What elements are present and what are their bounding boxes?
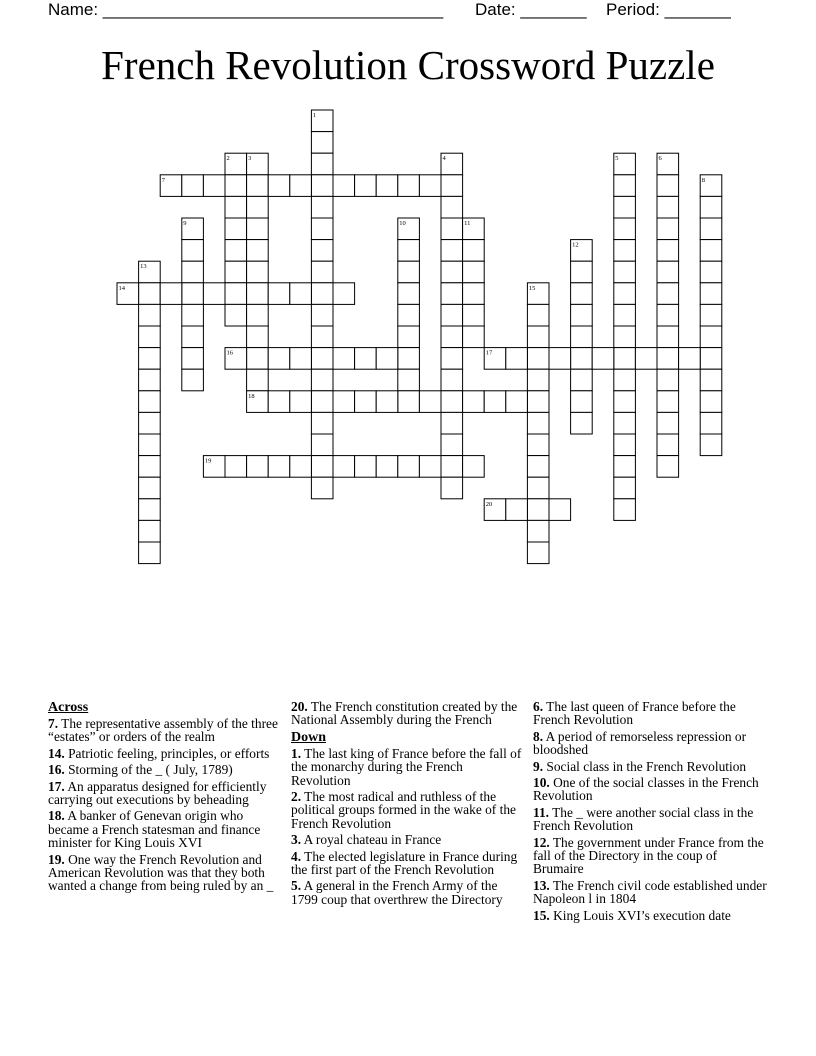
grid-cell[interactable]: [247, 240, 269, 262]
clue-text: The most radical and ruthless of the political groups formed in the wake of the French Revolution: [291, 789, 516, 831]
clue-number-label: 19: [204, 457, 212, 465]
grid-cell[interactable]: [614, 477, 636, 499]
down-clue: [533, 909, 769, 922]
grid-cell[interactable]: [527, 369, 549, 391]
grid-cell[interactable]: [700, 369, 722, 391]
grid-cell[interactable]: [398, 261, 420, 283]
clue-number: 2.: [291, 789, 302, 805]
grid-cell[interactable]: [657, 283, 679, 305]
grid-cell[interactable]: [398, 283, 420, 305]
grid-cell[interactable]: [139, 326, 161, 348]
grid-cell[interactable]: [376, 391, 398, 413]
clue-number: 16.: [48, 762, 65, 778]
grid-cell[interactable]: [225, 456, 247, 478]
clue-number: 12.: [533, 834, 550, 850]
clue-number: 13.: [533, 877, 550, 893]
clues-column-1: [48, 700, 284, 896]
clue-number: 9.: [533, 758, 544, 774]
grid-cell[interactable]: [571, 348, 593, 370]
grid-cell[interactable]: [614, 326, 636, 348]
grid-cell[interactable]: [657, 391, 679, 413]
grid-cell[interactable]: [527, 304, 549, 326]
grid-cell[interactable]: [376, 348, 398, 370]
grid-cell[interactable]: [592, 348, 614, 370]
grid-cell[interactable]: [635, 348, 657, 370]
clue-text: The representative assembly of the three “estates” or orders of the realm: [48, 716, 278, 745]
grid-cell[interactable]: [139, 412, 161, 434]
clue-text: The French civil code established under Napoleon l in 1804: [533, 877, 767, 907]
clue-number: 1.: [291, 745, 302, 761]
grid-cell[interactable]: [700, 283, 722, 305]
clue-text: One way the French Revolution and American Revolution was that they both wanted a change from being ruled by an _: [48, 851, 274, 894]
grid-cell[interactable]: [441, 369, 463, 391]
grid-cell[interactable]: [268, 283, 290, 305]
grid-cell[interactable]: [679, 348, 701, 370]
grid-cell[interactable]: [441, 348, 463, 370]
grid-cell[interactable]: [527, 348, 549, 370]
grid-cell[interactable]: [311, 132, 333, 154]
grid-cell[interactable]: [419, 175, 441, 197]
clue-text: One of the social classes in the French Revolution: [533, 775, 759, 804]
clue-number-label: 20: [485, 500, 493, 508]
grid-cell[interactable]: [311, 240, 333, 262]
down-heading: Down: [291, 729, 327, 745]
across-clue: [48, 717, 284, 744]
grid-cell[interactable]: [182, 261, 204, 283]
grid-cell[interactable]: [398, 240, 420, 262]
grid-cell[interactable]: [333, 348, 355, 370]
grid-cell[interactable]: [463, 283, 485, 305]
grid-cell[interactable]: [657, 434, 679, 456]
grid-cell[interactable]: [463, 261, 485, 283]
grid-cell[interactable]: [614, 283, 636, 305]
across-heading: Across: [48, 700, 89, 715]
grid-cell[interactable]: [398, 456, 420, 478]
clue-text: An apparatus designed for efficiently carrying out executions by beheading: [48, 778, 267, 808]
grid-cell[interactable]: [225, 196, 247, 218]
grid-cell[interactable]: [614, 304, 636, 326]
down-clue: [291, 850, 523, 877]
grid-cell[interactable]: [614, 412, 636, 434]
clue-text: A general in the French Army of the 1799 coup that overthrew the Directory: [291, 878, 503, 907]
across-clue: [48, 809, 284, 849]
grid-cell[interactable]: [333, 456, 355, 478]
clue-number-label: 2: [226, 155, 230, 163]
grid-cell[interactable]: [527, 477, 549, 499]
grid-cell[interactable]: [311, 261, 333, 283]
grid-cell[interactable]: [700, 326, 722, 348]
grid-cell[interactable]: [311, 369, 333, 391]
grid-cell[interactable]: [527, 499, 549, 521]
clue-text: King Louis XVI’s execution date: [549, 907, 731, 923]
grid-cell[interactable]: [139, 456, 161, 478]
grid-cell[interactable]: [333, 283, 355, 305]
grid-cell[interactable]: [657, 240, 679, 262]
grid-cell[interactable]: [290, 283, 312, 305]
across-clue: [291, 700, 523, 727]
grid-cell[interactable]: [398, 326, 420, 348]
grid-cell[interactable]: [657, 348, 679, 370]
grid-cell[interactable]: [139, 477, 161, 499]
clue-text: The elected legislature in France during the first part of the French Revolution: [291, 848, 518, 878]
grid-cell[interactable]: [182, 283, 204, 305]
clue-number-label: 8: [701, 176, 705, 184]
clues-column-3: [533, 700, 769, 925]
grid-cell[interactable]: [376, 456, 398, 478]
grid-cell[interactable]: [463, 304, 485, 326]
clue-text: A banker of Genevan origin who became a French statesman and finance minister for King Louis XVI: [48, 808, 261, 851]
grid-cell[interactable]: [182, 326, 204, 348]
clue-number-label: 10: [399, 220, 406, 227]
grid-cell[interactable]: [225, 218, 247, 240]
grid-cell[interactable]: [311, 283, 333, 305]
grid-cell[interactable]: [311, 434, 333, 456]
down-clue: [533, 836, 769, 876]
grid-cell[interactable]: [398, 391, 420, 413]
grid-cell[interactable]: [527, 520, 549, 542]
grid-cell[interactable]: [657, 304, 679, 326]
grid-cell[interactable]: [225, 261, 247, 283]
grid-cell[interactable]: [225, 283, 247, 305]
grid-cell[interactable]: [506, 499, 528, 521]
grid-cell[interactable]: [441, 391, 463, 413]
clue-text: The French constitution created by the National Assembly during the French: [291, 699, 518, 728]
grid-cell[interactable]: [247, 348, 269, 370]
down-clue: [291, 747, 523, 787]
clue-number-label: 18: [248, 392, 255, 400]
grid-cell[interactable]: [139, 499, 161, 521]
clue-number: 19.: [48, 851, 65, 867]
down-clue: [533, 760, 769, 773]
grid-cell[interactable]: [247, 283, 269, 305]
grid-cell[interactable]: [376, 175, 398, 197]
grid-cell[interactable]: [160, 283, 182, 305]
grid-cell[interactable]: [139, 369, 161, 391]
grid-cell[interactable]: [355, 348, 377, 370]
clues-column-2: [291, 700, 523, 909]
grid-cell[interactable]: [463, 326, 485, 348]
clue-number: 15.: [533, 907, 550, 923]
grid-cell[interactable]: [614, 369, 636, 391]
grid-cell[interactable]: [614, 456, 636, 478]
grid-cell[interactable]: [441, 261, 463, 283]
grid-cell[interactable]: [657, 218, 679, 240]
grid-cell[interactable]: [311, 326, 333, 348]
clue-number: 5.: [291, 878, 302, 894]
clue-number: 18.: [48, 808, 65, 824]
clue-text: The _ were another social class in the French Revolution: [533, 804, 754, 834]
clue-text: A period of remorseless repression or bloodshed: [533, 728, 747, 758]
clue-number: 8.: [533, 728, 544, 744]
clue-number-label: 9: [183, 220, 187, 227]
grid-cell[interactable]: [311, 196, 333, 218]
grid-cell[interactable]: [441, 326, 463, 348]
grid-cell[interactable]: [311, 153, 333, 175]
grid-cell[interactable]: [398, 304, 420, 326]
clue-number-label: 14: [118, 284, 125, 292]
grid-cell[interactable]: [700, 304, 722, 326]
period-field[interactable]: Period: _______: [606, 0, 731, 19]
clue-number: 6.: [533, 699, 544, 714]
grid-cell[interactable]: [398, 369, 420, 391]
grid-cell[interactable]: [290, 391, 312, 413]
across-clue: [48, 763, 284, 776]
grid-cell[interactable]: [355, 391, 377, 413]
clue-number-label: 7: [161, 176, 165, 184]
grid-cell[interactable]: [463, 391, 485, 413]
grid-cell[interactable]: [225, 240, 247, 262]
grid-cell[interactable]: [571, 304, 593, 326]
clue-text: A royal chateau in France: [301, 832, 442, 848]
down-clue: [291, 879, 523, 906]
grid-cell[interactable]: [398, 348, 420, 370]
grid-cell[interactable]: [614, 261, 636, 283]
clue-number: 11.: [533, 804, 549, 820]
down-clue: [533, 776, 769, 803]
grid-cell[interactable]: [484, 391, 506, 413]
grid-cell[interactable]: [527, 391, 549, 413]
down-clue: [533, 700, 769, 727]
grid-cell[interactable]: [614, 434, 636, 456]
down-clue: [533, 806, 769, 833]
grid-cell[interactable]: [700, 412, 722, 434]
grid-cell[interactable]: [290, 348, 312, 370]
clue-text: The last king of France before the fall of the monarchy during the French Revolution: [291, 745, 522, 788]
grid-cell[interactable]: [268, 348, 290, 370]
grid-cell[interactable]: [441, 196, 463, 218]
grid-cell[interactable]: [182, 175, 204, 197]
grid-cell[interactable]: [441, 412, 463, 434]
grid-cell[interactable]: [333, 391, 355, 413]
grid-cell[interactable]: [441, 304, 463, 326]
clue-number: 20.: [291, 699, 308, 714]
clue-number-label: 6: [658, 155, 662, 163]
grid-cell[interactable]: [614, 196, 636, 218]
grid-cell[interactable]: [419, 456, 441, 478]
grid-cell[interactable]: [700, 348, 722, 370]
grid-cell[interactable]: [657, 456, 679, 478]
down-clue: [533, 879, 769, 906]
grid-cell[interactable]: [614, 218, 636, 240]
grid-cell[interactable]: [614, 348, 636, 370]
grid-cell[interactable]: [311, 218, 333, 240]
clue-number-label: 1: [312, 112, 317, 119]
down-clue: [533, 730, 769, 757]
grid-cell[interactable]: [549, 499, 571, 521]
down-clue: [291, 790, 523, 830]
grid-cell[interactable]: [182, 348, 204, 370]
grid-cell[interactable]: [700, 240, 722, 262]
name-field[interactable]: Name: ____________________________________: [48, 0, 444, 19]
grid-cell[interactable]: [333, 175, 355, 197]
grid-cell[interactable]: [139, 283, 161, 305]
grid-cell[interactable]: [657, 412, 679, 434]
grid-cell[interactable]: [419, 391, 441, 413]
clue-number-label: 16: [226, 349, 233, 357]
grid-cell[interactable]: [247, 369, 269, 391]
grid-cell[interactable]: [247, 304, 269, 326]
grid-cell[interactable]: [290, 456, 312, 478]
clue-number-label: 11: [464, 220, 471, 227]
grid-cell[interactable]: [182, 304, 204, 326]
grid-cell[interactable]: [441, 175, 463, 197]
grid-cell[interactable]: [657, 326, 679, 348]
clue-number: 14.: [48, 745, 65, 761]
across-clue: [48, 853, 284, 893]
grid-cell[interactable]: [139, 304, 161, 326]
grid-cell[interactable]: [527, 542, 549, 564]
grid-cell[interactable]: [571, 369, 593, 391]
grid-cell[interactable]: [247, 218, 269, 240]
clue-text: The government under France from the fall of the Directory in the coup of Brumaire: [533, 834, 764, 877]
across-clue: [48, 747, 284, 760]
grid-cell[interactable]: [311, 477, 333, 499]
clue-number-label: 12: [572, 241, 579, 249]
clue-text: Patriotic feeling, principles, or efforts: [64, 745, 270, 761]
grid-cell[interactable]: [268, 456, 290, 478]
grid-cell[interactable]: [268, 175, 290, 197]
grid-cell[interactable]: [700, 196, 722, 218]
clue-text: The last queen of France before the French Revolution: [533, 699, 736, 728]
grid-cell[interactable]: [398, 175, 420, 197]
grid-cell[interactable]: [527, 456, 549, 478]
grid-cell[interactable]: [247, 175, 269, 197]
clue-number: 10.: [533, 775, 550, 791]
grid-cell[interactable]: [441, 218, 463, 240]
across-clue: [48, 780, 284, 807]
clue-text: Social class in the French Revolution: [543, 758, 747, 774]
grid-cell[interactable]: [225, 304, 247, 326]
grid-cell[interactable]: [657, 369, 679, 391]
grid-cell[interactable]: [225, 175, 247, 197]
grid-cell[interactable]: [311, 456, 333, 478]
grid-cell[interactable]: [139, 348, 161, 370]
grid-cell[interactable]: [700, 391, 722, 413]
clue-number-label: 13: [140, 263, 147, 271]
grid-cell[interactable]: [657, 261, 679, 283]
grid-cell[interactable]: [571, 261, 593, 283]
grid-cell[interactable]: [139, 542, 161, 564]
grid-cell[interactable]: [355, 175, 377, 197]
clue-number: 7.: [48, 716, 59, 731]
grid-cell[interactable]: [571, 326, 593, 348]
clue-number: 4.: [291, 848, 302, 864]
grid-cell[interactable]: [506, 391, 528, 413]
grid-cell[interactable]: [182, 240, 204, 262]
grid-cell[interactable]: [614, 499, 636, 521]
grid-cell[interactable]: [571, 391, 593, 413]
grid-cell[interactable]: [441, 477, 463, 499]
clue-text: Storming of the _ ( July, 1789): [64, 762, 233, 778]
clue-number-label: 17: [485, 349, 493, 357]
grid-cell[interactable]: [203, 283, 225, 305]
grid-cell[interactable]: [527, 326, 549, 348]
grid-cell[interactable]: [203, 175, 225, 197]
grid-cell[interactable]: [290, 175, 312, 197]
grid-cell[interactable]: [657, 175, 679, 197]
grid-cell[interactable]: [311, 391, 333, 413]
grid-cell[interactable]: [549, 348, 571, 370]
grid-cell[interactable]: [268, 391, 290, 413]
grid-cell[interactable]: [311, 348, 333, 370]
grid-cell[interactable]: [247, 326, 269, 348]
grid-cell[interactable]: [311, 175, 333, 197]
grid-cell[interactable]: [182, 369, 204, 391]
grid-cell[interactable]: [247, 196, 269, 218]
grid-cell[interactable]: [700, 218, 722, 240]
grid-cell[interactable]: [139, 434, 161, 456]
clue-number-label: 5: [615, 155, 619, 163]
grid-cell[interactable]: [355, 456, 377, 478]
grid-cell[interactable]: [311, 412, 333, 434]
clue-number-label: 4: [442, 155, 446, 163]
grid-cell[interactable]: [657, 196, 679, 218]
clue-number-label: 15: [528, 284, 536, 292]
grid-cell[interactable]: [700, 261, 722, 283]
grid-cell[interactable]: [700, 434, 722, 456]
grid-cell[interactable]: [311, 304, 333, 326]
clue-number-label: 3: [248, 155, 252, 163]
grid-cell[interactable]: [441, 456, 463, 478]
grid-cell[interactable]: [441, 434, 463, 456]
clue-number: 3.: [291, 832, 302, 848]
date-field[interactable]: Date: _______: [475, 0, 587, 19]
grid-cell[interactable]: [139, 391, 161, 413]
grid-cell[interactable]: [527, 412, 549, 434]
grid-cell[interactable]: [463, 240, 485, 262]
grid-cell[interactable]: [247, 261, 269, 283]
grid-cell[interactable]: [571, 412, 593, 434]
grid-cell[interactable]: [571, 283, 593, 305]
grid-cell[interactable]: [527, 434, 549, 456]
grid-cell[interactable]: [506, 348, 528, 370]
down-clue: [291, 833, 523, 846]
grid-cell[interactable]: [247, 456, 269, 478]
page-title: French Revolution Crossword Puzzle: [101, 42, 715, 88]
grid-cell[interactable]: [139, 520, 161, 542]
grid-cell[interactable]: [614, 240, 636, 262]
grid-cell[interactable]: [614, 391, 636, 413]
grid-cell[interactable]: [441, 283, 463, 305]
grid-cell[interactable]: [441, 240, 463, 262]
clue-number: 17.: [48, 778, 65, 794]
grid-cell[interactable]: [614, 175, 636, 197]
grid-cell[interactable]: [463, 456, 485, 478]
